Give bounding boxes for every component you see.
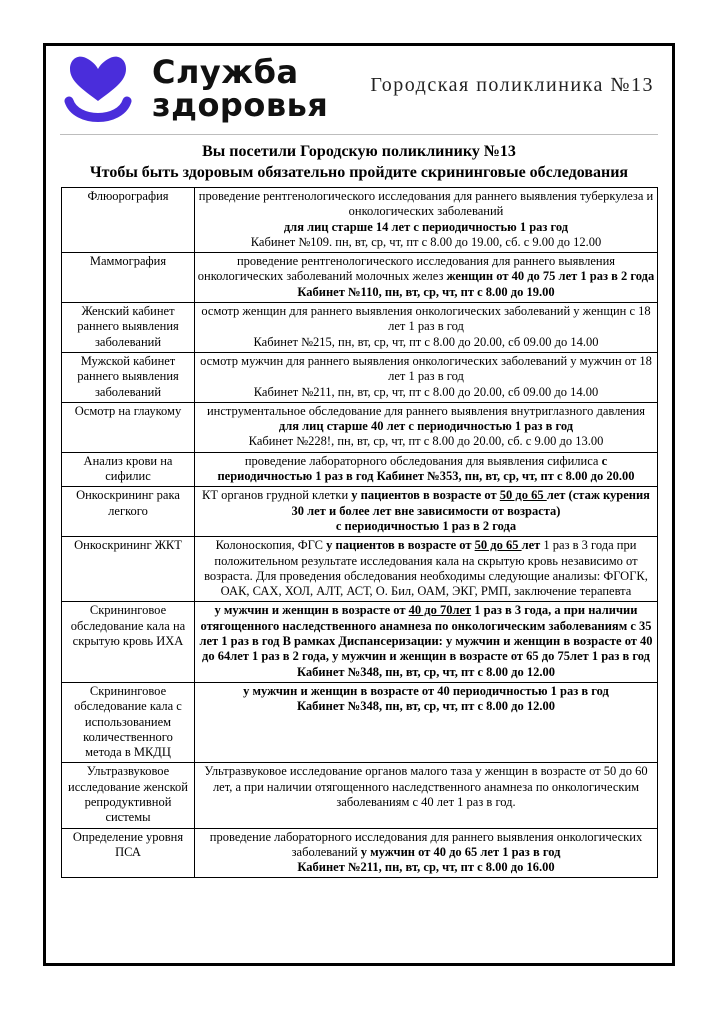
exam-name: Онкоскрининг рака легкого xyxy=(62,487,195,537)
logo-line-2: здоровья xyxy=(152,86,329,124)
logo-line-1: Служба xyxy=(152,53,299,91)
description-fragment: для лиц старше 40 лет с периодичностью 1 раз в год xyxy=(278,419,574,434)
exam-name: Онкоскрининг ЖКТ xyxy=(62,537,195,602)
description-fragment: проведение лабораторного обследования для выявления сифилиса xyxy=(244,453,602,468)
description-fragment: для лиц старше 14 лет с периодичностью 1 раз год xyxy=(283,219,569,234)
description-fragment: инструментальное обследование для раннего выявления внутриглазного давления xyxy=(206,403,646,418)
screening-table xyxy=(61,187,658,878)
description-fragment: лет xyxy=(521,538,544,553)
page-heading xyxy=(60,141,658,183)
description-fragment: Ультразвуковое исследование органов малого таза у женщин в возрасте от 50 до 60 лет, а при наличии отягощенного наследственного анамнеза по онкологическим заболеваниям с 40 лет 1 раз в год. xyxy=(204,764,648,809)
logo-heart-smile-icon xyxy=(62,55,134,132)
description-fragment: проведение рентгенологического исследования для раннего выявления онкологических заболеваний молочных желез xyxy=(197,254,616,284)
heading-line-2: Чтобы быть здоровым обязательно пройдите скрининговые обследования xyxy=(89,164,629,181)
table-row xyxy=(62,487,658,537)
table-row xyxy=(62,188,658,253)
exam-name: Маммография xyxy=(62,253,195,303)
exam-description xyxy=(195,828,658,878)
exam-description xyxy=(195,682,658,762)
exam-description xyxy=(195,763,658,828)
exam-description xyxy=(195,487,658,537)
description-fragment: с периодичностью 1 раз в год Кабинет №353, пн, вт, ср, чт, пт с 8.00 до 20.00 xyxy=(217,453,635,484)
description-fragment: Кабинет №109. пн, вт, ср, чт, пт с 8.00 до 19.00, сб. с 9.00 до 12.00 xyxy=(250,234,602,249)
exam-description xyxy=(195,188,658,253)
table-row xyxy=(62,763,658,828)
description-fragment: Кабинет №211, пн, вт, ср, чт, пт с 8.00 до 16.00 xyxy=(297,860,555,875)
description-fragment: проведение лабораторного исследования для раннего выявления онкологических заболеваний xyxy=(209,829,643,859)
table-row xyxy=(62,682,658,762)
exam-name: Мужской кабинет раннего выявления заболеваний xyxy=(62,352,195,402)
exam-name: Скрининговое обследование кала с использованием количественного метода в МКДЦ xyxy=(62,682,195,762)
description-fragment: лет (стаж курения 30 лет и более лет вне зависимости от возраста) xyxy=(291,488,650,518)
description-fragment: Кабинет №211, пн, вт, ср, чт, пт с 8.00 до 20.00, сб 09.00 до 14.00 xyxy=(253,384,599,399)
description-fragment: Кабинет №348, пн, вт, ср, чт, пт с 8.00 до 12.00 xyxy=(297,664,555,679)
header-divider xyxy=(60,134,658,135)
exam-description xyxy=(195,402,658,452)
description-fragment: осмотр мужчин для раннего выявления онкологических заболеваний у мужчин от 18 лет 1 раз в год xyxy=(200,353,652,384)
table-row xyxy=(62,402,658,452)
table-row xyxy=(62,537,658,602)
description-fragment: КТ органов грудной клетки xyxy=(202,488,352,503)
exam-name: Скрининговое обследование кала на скрытую кровь ИХА xyxy=(62,602,195,682)
clinic-name: Городская поликлиника №13 xyxy=(370,74,654,96)
table-row xyxy=(62,602,658,682)
exam-description xyxy=(195,602,658,682)
description-fragment: женщин от 40 до 75 лет 1 раз в 2 года Кабинет №110, пн, вт, ср, чт, пт с 8.00 до 19.00 xyxy=(297,269,655,299)
description-fragment: Колоноскопия, ФГС xyxy=(215,538,327,553)
heading-line-1: Вы посетили Городскую поликлинику №13 xyxy=(202,143,516,160)
exam-name: Женский кабинет раннего выявления заболеваний xyxy=(62,303,195,353)
logo-wordmark xyxy=(152,53,329,124)
description-fragment: 50 до 65 xyxy=(499,488,547,503)
description-fragment: проведение рентгенологического исследования для раннего выявления туберкулеза и онкологических заболеваний xyxy=(198,189,654,219)
exam-name: Определение уровня ПСА xyxy=(62,828,195,878)
exam-description xyxy=(195,537,658,602)
exam-description xyxy=(195,452,658,487)
exam-description xyxy=(195,352,658,402)
description-fragment: Кабинет №228!, пн, вт, ср, чт, пт с 8.00 до 20.00, сб. с 9.00 до 13.00 xyxy=(248,434,604,449)
description-fragment: осмотр женщин для раннего выявления онкологических заболеваний у женщин с 18 лет 1 раз в год xyxy=(201,304,651,334)
exam-name: Ультразвуковое исследование женской репродуктивной системы xyxy=(62,763,195,828)
logo-smile-shape xyxy=(69,101,127,118)
description-fragment: у пациентов в возрасте от xyxy=(351,488,500,503)
description-fragment: 40 до 70лет xyxy=(408,603,472,618)
description-fragment: у мужчин и женщин в возрасте от xyxy=(214,603,409,618)
description-fragment: 1 раз в 3 года при положительном результате исследования кала на скрытую кровь независимо от возраста. Для проведения обследования необходимы следующие анализы: ФГОГК, ОАК, САХ, ХОЛ, АЛТ, АСТ, О. Бил, ОАМ, ЭКГ, РМП, заключение терапевта xyxy=(204,538,648,599)
description-fragment: Кабинет №215, пн, вт, ср, чт, пт с 8.00 до 20.00, сб 09.00 до 14.00 xyxy=(253,334,599,349)
logo-heart-shape xyxy=(70,57,126,101)
exam-name: Флюорография xyxy=(62,188,195,253)
table-row xyxy=(62,828,658,878)
table-row xyxy=(62,253,658,303)
description-fragment: Кабинет №348, пн, вт, ср, чт, пт с 8.00 до 12.00 xyxy=(297,699,555,714)
description-fragment: с периодичностью 1 раз в 2 года xyxy=(335,518,517,533)
table-row xyxy=(62,352,658,402)
exam-description xyxy=(195,303,658,353)
description-fragment: у мужчин и женщин в возрасте от 40 периодичностью 1 раз в год xyxy=(243,683,609,698)
description-fragment: у мужчин от 40 до 65 лет 1 раз в год xyxy=(360,844,561,859)
exam-name: Осмотр на глаукому xyxy=(62,402,195,452)
description-fragment: 1 раз в 3 года, а при наличии отягощенного наследственного анамнеза по онкологическим заболеваниям с 35 лет 1 раз в год В рамках Диспансеризации: у мужчин и женщин в возрасте от 40 до 64лет 1 раз в 2 года, у мужчин и женщин в возрасте от 65 до 75лет 1 раз в год xyxy=(199,603,653,664)
description-fragment: у пациентов в возрасте от xyxy=(326,538,475,553)
description-fragment: 50 до 65 xyxy=(474,538,522,553)
exam-description xyxy=(195,253,658,303)
table-row xyxy=(62,452,658,487)
table-row xyxy=(62,303,658,353)
exam-name: Анализ крови на сифилис xyxy=(62,452,195,487)
